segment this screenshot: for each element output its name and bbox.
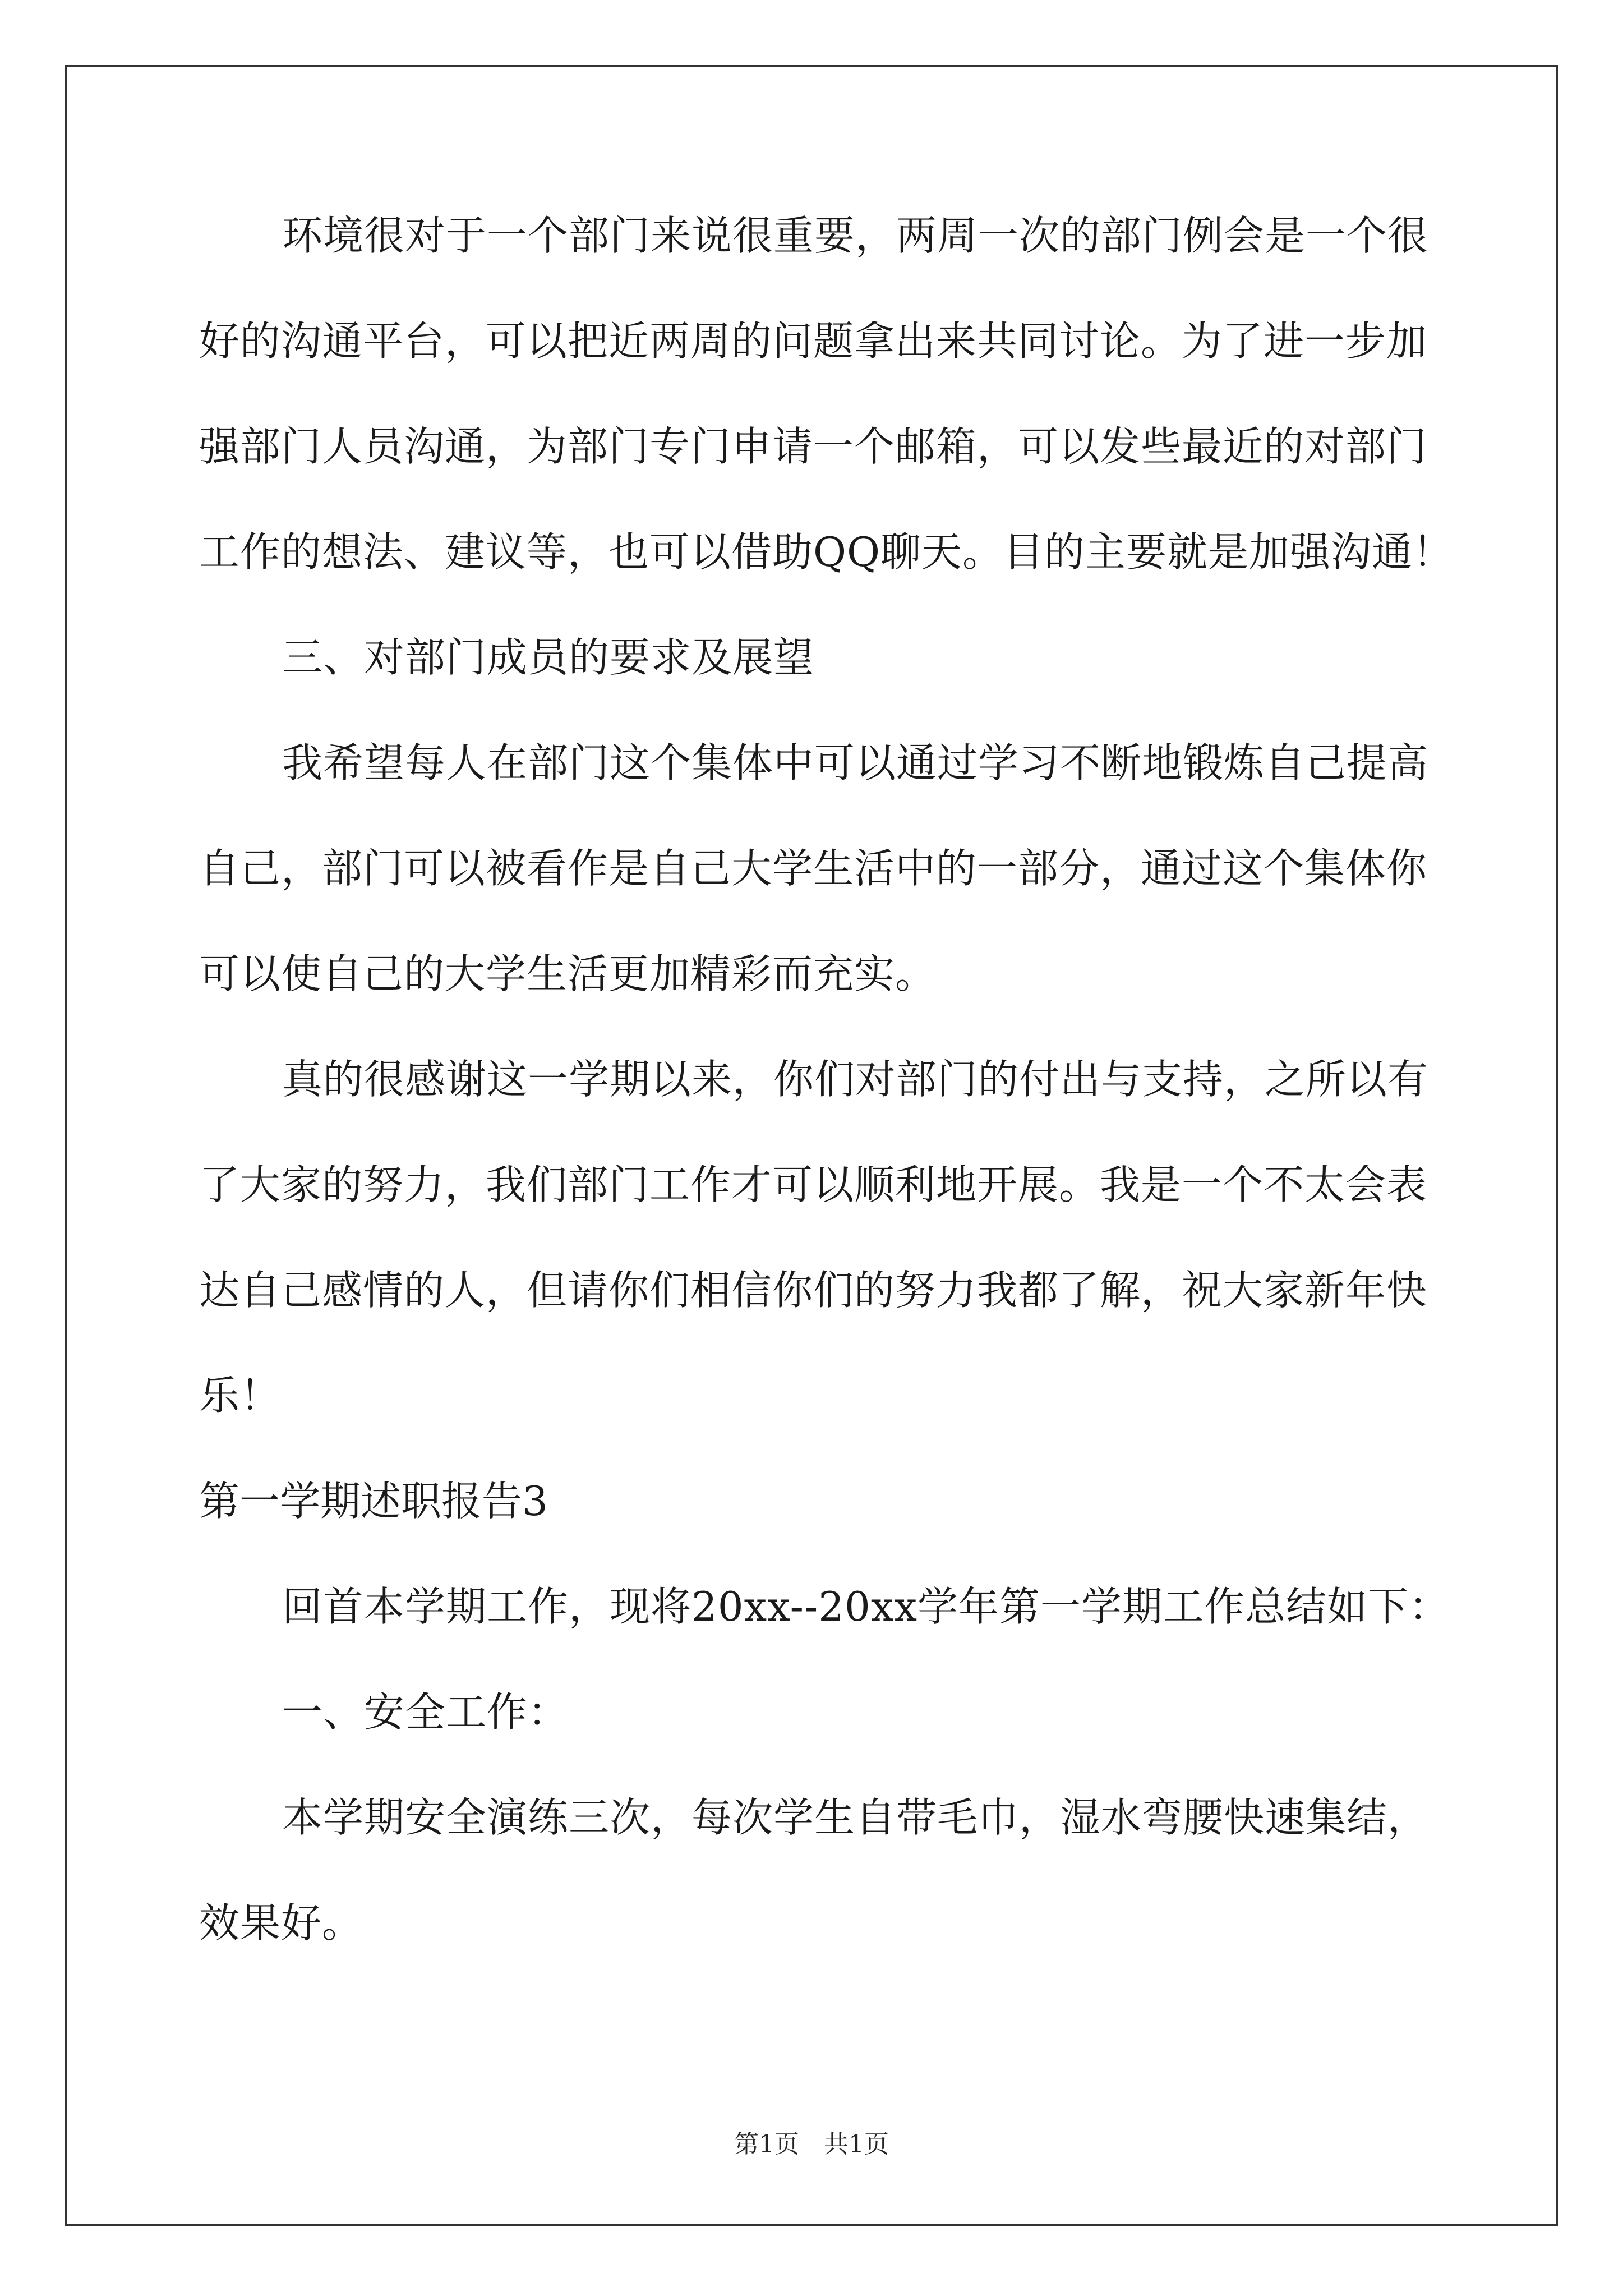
paragraph-line: 环境很对于一个部门来说很重要，两周一次的部门例会是一个很	[282, 212, 1429, 259]
report-title: 第一学期述职报告3	[199, 1478, 548, 1525]
paragraph-line: 真的很感谢这一学期以来，你们对部门的付出与支持，之所以有	[282, 1056, 1429, 1103]
paragraph-line: 达自己感情的人，但请你们相信你们的努力我都了解，祝大家新年快	[199, 1267, 1428, 1314]
paragraph-line: 工作的想法、建议等，也可以借助QQ聊天。目的主要就是加强沟通！	[199, 528, 1454, 576]
section-heading: 一、安全工作：	[282, 1688, 569, 1736]
paragraph-line: 可以使自己的大学生活更加精彩而充实。	[199, 950, 937, 997]
section-heading: 三、对部门成员的要求及展望	[282, 634, 815, 681]
page-number-footer: 第1页 共1页	[734, 2130, 889, 2159]
paragraph-line: 我希望每人在部门这个集体中可以通过学习不断地锻炼自己提高	[282, 739, 1429, 786]
paragraph-line: 本学期安全演练三次，每次学生自带毛巾，湿水弯腰快速集结，	[282, 1794, 1429, 1841]
document-body	[199, 209, 1454, 2001]
paragraph-line: 效果好。	[199, 1899, 363, 1947]
paragraph-line: 自己，部门可以被看作是自己大学生活中的一部分，通过这个集体你	[199, 845, 1428, 892]
paragraph-line: 强部门人员沟通，为部门专门申请一个邮箱，可以发些最近的对部门	[199, 423, 1428, 470]
paragraph-line: 了大家的努力，我们部门工作才可以顺利地开展。我是一个不太会表	[199, 1161, 1428, 1208]
paragraph-line: 乐！	[199, 1372, 282, 1419]
paragraph-line: 好的沟通平台，可以把近两周的问题拿出来共同讨论。为了进一步加	[199, 318, 1428, 365]
paragraph-line: 回首本学期工作，现将20xx--20xx学年第一学期工作总结如下：	[282, 1583, 1450, 1630]
